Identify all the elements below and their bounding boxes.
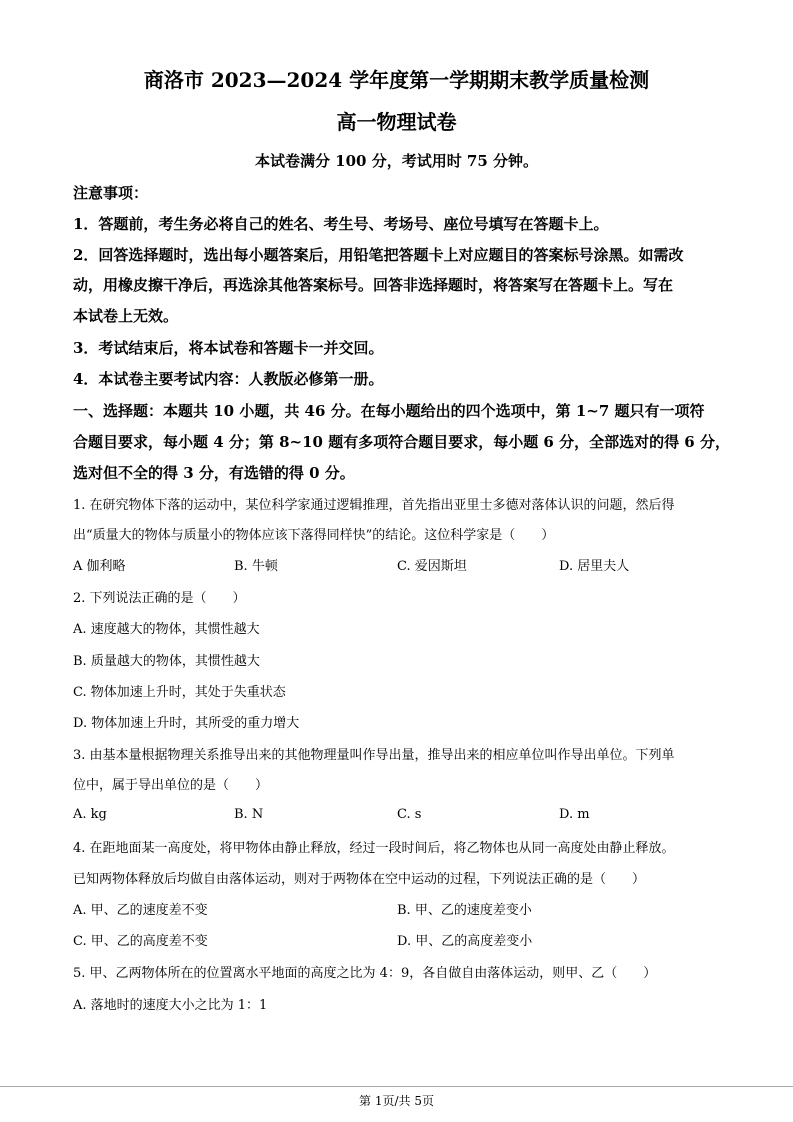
note-line: 动，用橡皮擦干净后，再选涂其他答案标号。回答非选择题时，将答案写在答题卡上。写在 xyxy=(73,276,674,294)
q5-option-a: A. 落地时的速度大小之比为 1：1 xyxy=(73,998,268,1013)
q1-option-c: C. 爱因斯坦 xyxy=(397,559,467,574)
question-1-stem: 出“质量大的物体与质量小的物体应该下落得同样快”的结论。这位科学家是（ ） xyxy=(73,528,555,543)
page-number: 第 1页/共 5页 xyxy=(359,1094,434,1108)
q2-option-c: C. 物体加速上升时，其处于失重状态 xyxy=(73,685,286,700)
section-instruction: 选对但不全的得 3 分，有选错的得 0 分。 xyxy=(73,464,355,482)
question-1-stem: 1. 在研究物体下落的运动中，某位科学家通过逻辑推理，首先指出亚里士多德对落体认识的问题，然后得 xyxy=(73,498,675,513)
notes-heading: 注意事项： xyxy=(73,184,149,202)
exam-title: 商洛市 2023—2024 学年度第一学期期末教学质量检测 xyxy=(143,68,650,92)
question-5-stem: 5. 甲、乙两物体所在的位置离水平地面的高度之比为 4：9，各自做自由落体运动，则甲、乙（ ） xyxy=(73,966,657,981)
q3-option-b: B. N xyxy=(234,807,264,822)
q4-option-c: C. 甲、乙的高度差不变 xyxy=(73,934,208,949)
note-line: 1．答题前，考生务必将自己的姓名、考生号、考场号、座位号填写在答题卡上。 xyxy=(73,215,609,233)
q4-option-b: B. 甲、乙的速度差变小 xyxy=(397,903,532,918)
q3-option-c: C. s xyxy=(397,807,422,822)
note-line: 2．回答选择题时，选出每小题答案后，用铅笔把答题卡上对应题目的答案标号涂黑。如需改 xyxy=(73,246,684,264)
q2-option-b: B. 质量越大的物体，其惯性越大 xyxy=(73,654,260,669)
note-line: 本试卷上无效。 xyxy=(73,307,179,325)
q3-option-a: A. kg xyxy=(73,807,107,822)
q2-option-a: A. 速度越大的物体，其惯性越大 xyxy=(73,622,260,637)
question-4-stem: 已知两物体释放后均做自由落体运动，则对于两物体在空中运动的过程，下列说法正确的是（ ） xyxy=(73,872,646,887)
q1-option-b: B. 牛顿 xyxy=(234,559,278,574)
question-3-stem: 位中，属于导出单位的是（ ） xyxy=(73,778,269,793)
score-note: 本试卷满分 100 分，考试用时 75 分钟。 xyxy=(254,152,539,170)
question-3-stem: 3. 由基本量根据物理关系推导出来的其他物理量叫作导出量，推导出来的相应单位叫作导出单位。下列单 xyxy=(73,748,675,763)
note-line: 4．本试卷主要考试内容：人教版必修第一册。 xyxy=(73,370,384,388)
question-2-stem: 2. 下列说法正确的是（ ） xyxy=(73,591,246,606)
exam-subtitle: 高一物理试卷 xyxy=(336,110,457,134)
q1-option-a: A 伽利略 xyxy=(73,559,126,574)
q2-option-d: D. 物体加速上升时，其所受的重力增大 xyxy=(73,716,300,731)
q4-option-d: D. 甲、乙的高度差变小 xyxy=(397,934,533,949)
question-4-stem: 4. 在距地面某一高度处，将甲物体由静止释放，经过一段时间后，将乙物体也从同一高度处由静止释放。 xyxy=(73,841,675,856)
section-instruction: 一、选择题：本题共 10 小题，共 46 分。在每小题给出的四个选项中，第 1~7 题只有一项符 xyxy=(73,402,705,420)
footer-divider xyxy=(0,1086,793,1087)
q3-option-d: D. m xyxy=(559,807,590,822)
section-instruction: 合题目要求，每小题 4 分；第 8~10 题有多项符合题目要求，每小题 6 分，全部选对的得 6 分， xyxy=(73,433,730,451)
note-line: 3．考试结束后，将本试卷和答题卡一并交回。 xyxy=(73,339,384,357)
q1-option-d: D. 居里夫人 xyxy=(559,559,630,574)
q4-option-a: A. 甲、乙的速度差不变 xyxy=(73,903,208,918)
